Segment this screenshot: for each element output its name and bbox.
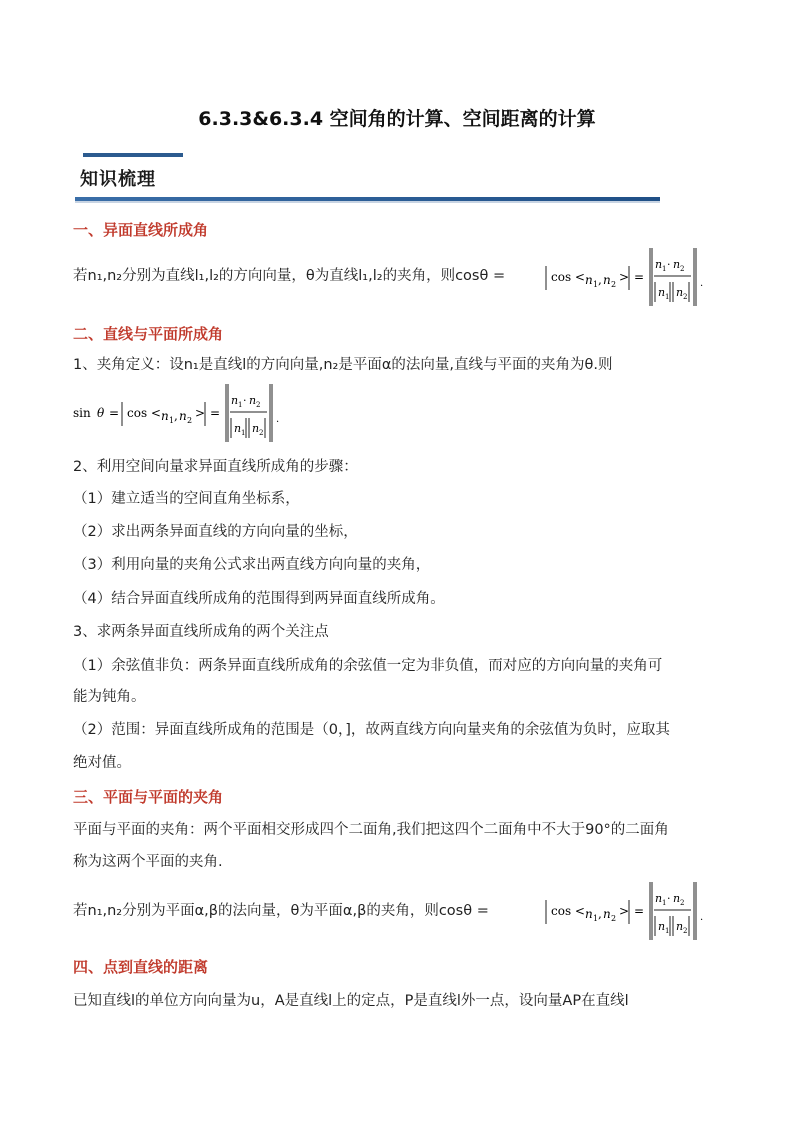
- svg-text:1: 1: [665, 927, 670, 935]
- svg-text:2: 2: [259, 429, 264, 437]
- svg-text:1: 1: [241, 429, 246, 437]
- svg-text:.: .: [700, 278, 704, 289]
- step-item: （3）利用向量的夹角公式求出两直线方向向量的夹角，: [73, 557, 431, 573]
- steps-title: 2、利用空间向量求异面直线所成角的步骤：: [73, 459, 358, 475]
- svg-text:n: n: [161, 409, 169, 423]
- svg-text:n: n: [603, 273, 611, 287]
- step-item: （1）建立适当的空间直角坐标系，: [73, 491, 300, 507]
- note-item-continued: 绝对值。: [73, 755, 131, 771]
- plane-angle-statement: 若n₁,n₂分别为平面α,β的法向量，θ为平面α,β的夹角，则cosθ =: [73, 903, 489, 919]
- svg-text:n: n: [658, 286, 666, 299]
- svg-text:1: 1: [662, 899, 667, 907]
- point-line-distance-statement: 已知直线l的单位方向向量为u，A是直线l上的定点，P是直线l外一点，设向量AP在直线l: [73, 993, 629, 1009]
- heading-line-plane-angle: 二、直线与平面所成角: [73, 325, 224, 343]
- svg-text:n: n: [252, 422, 260, 435]
- svg-text:·: ·: [667, 892, 671, 905]
- section-banner: [75, 150, 660, 204]
- svg-text:1: 1: [169, 416, 175, 425]
- step-item: （4）结合异面直线所成角的范围得到两异面直线所成角。: [73, 591, 445, 607]
- svg-text:1: 1: [593, 280, 599, 289]
- banner-shadow: [75, 201, 660, 203]
- banner-label: 知识梳理: [80, 169, 156, 190]
- svg-text:=: =: [634, 270, 645, 284]
- svg-text:>: >: [619, 904, 630, 918]
- svg-text:n: n: [673, 892, 681, 905]
- svg-text:2: 2: [611, 914, 617, 923]
- notes-title: 3、求两条异面直线所成角的两个关注点: [73, 624, 329, 640]
- svg-text:1: 1: [593, 914, 599, 923]
- svg-text:n: n: [249, 394, 257, 407]
- svg-text:n: n: [676, 920, 684, 933]
- svg-text:2: 2: [683, 293, 688, 301]
- heading-point-line-distance: 四、点到直线的距离: [73, 958, 209, 976]
- svg-text:,: ,: [598, 907, 602, 921]
- svg-text:=: =: [109, 406, 120, 420]
- plane-angle-formula: [543, 880, 713, 944]
- banner-top-rule: [83, 153, 183, 157]
- svg-text:·: ·: [667, 258, 671, 271]
- svg-text:n: n: [585, 907, 593, 921]
- svg-text:2: 2: [187, 416, 193, 425]
- svg-text:sin: sin: [73, 406, 91, 420]
- note-item: （2）范围：异面直线所成角的范围是（0，]，故两直线方向向量夹角的余弦值为负时，应取其: [73, 722, 670, 738]
- svg-text:.: .: [700, 912, 704, 923]
- note-item-continued: 能为钝角。: [73, 689, 146, 705]
- heading-plane-plane-angle: 三、平面与平面的夹角: [73, 788, 224, 806]
- page-title: 6.3.3&6.3.4 空间角的计算、空间距离的计算: [198, 108, 596, 130]
- svg-text:n: n: [585, 273, 593, 287]
- svg-text:cos <: cos <: [127, 406, 161, 420]
- svg-text:>: >: [619, 270, 630, 284]
- svg-text:=: =: [634, 904, 645, 918]
- skew-lines-statement: 若n₁,n₂分别为直线l₁,l₂的方向向量，θ为直线l₁,l₂的夹角，则cosθ =: [73, 268, 506, 284]
- svg-text:n: n: [658, 920, 666, 933]
- svg-text:n: n: [231, 394, 239, 407]
- svg-text:2: 2: [683, 927, 688, 935]
- svg-text:n: n: [676, 286, 684, 299]
- svg-text:1: 1: [662, 265, 667, 273]
- plane-angle-definition: 平面与平面的夹角：两个平面相交形成四个二面角,我们把这四个二面角中不大于90°的二面角: [73, 822, 669, 838]
- line-plane-formula: [73, 382, 283, 446]
- step-item: （2）求出两条异面直线的方向向量的坐标，: [73, 524, 358, 540]
- svg-text:n: n: [603, 907, 611, 921]
- svg-text:cos <: cos <: [551, 904, 585, 918]
- svg-text:·: ·: [243, 394, 247, 407]
- svg-text:n: n: [673, 258, 681, 271]
- svg-text:θ: θ: [97, 406, 105, 420]
- svg-text:n: n: [234, 422, 242, 435]
- svg-text:>: >: [195, 406, 206, 420]
- svg-text:2: 2: [680, 899, 685, 907]
- svg-text:=: =: [210, 406, 221, 420]
- svg-text:n: n: [655, 892, 663, 905]
- skew-lines-formula: [543, 246, 713, 310]
- svg-text:n: n: [655, 258, 663, 271]
- svg-text:,: ,: [598, 273, 602, 287]
- svg-text:,: ,: [174, 409, 178, 423]
- svg-text:.: .: [276, 414, 280, 425]
- svg-text:1: 1: [665, 293, 670, 301]
- svg-text:cos <: cos <: [551, 270, 585, 284]
- plane-angle-definition-continued: 称为这两个平面的夹角.: [73, 854, 223, 870]
- svg-text:n: n: [179, 409, 187, 423]
- note-item: （1）余弦值非负：两条异面直线所成角的余弦值一定为非负值，而对应的方向向量的夹角可: [73, 658, 663, 674]
- svg-text:2: 2: [611, 280, 617, 289]
- svg-text:2: 2: [680, 265, 685, 273]
- heading-skew-lines-angle: 一、异面直线所成角: [73, 221, 209, 239]
- line-plane-definition: 1、夹角定义：设n₁是直线l的方向向量,n₂是平面α的法向量,直线与平面的夹角为θ.则: [73, 357, 613, 373]
- svg-text:1: 1: [238, 401, 243, 409]
- svg-text:2: 2: [256, 401, 261, 409]
